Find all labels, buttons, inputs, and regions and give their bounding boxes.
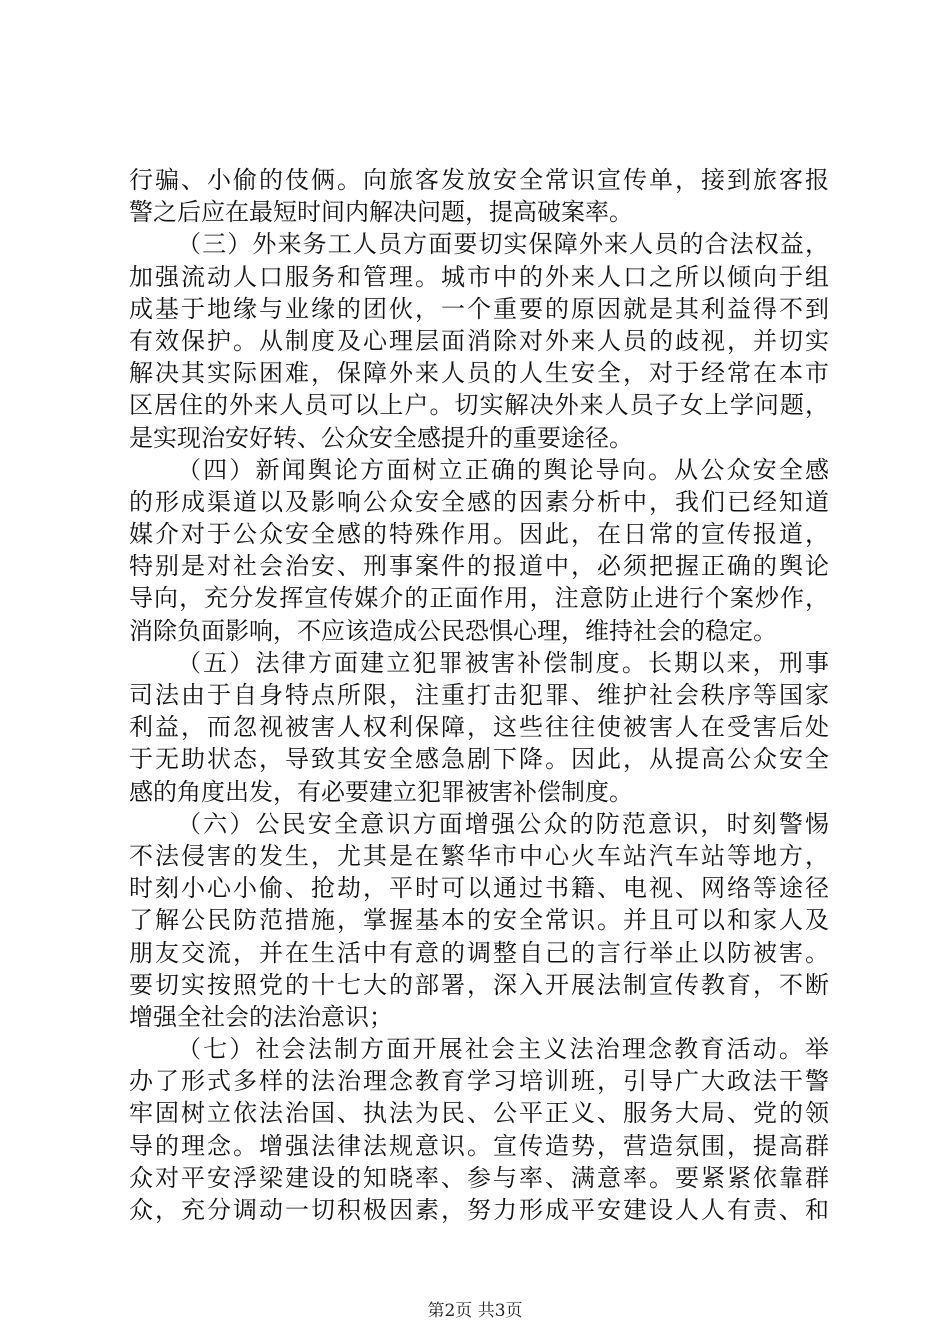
text-line: （五）法律方面建立犯罪被害补偿制度。长期以来，刑事: [177, 648, 829, 677]
text-line: 有效保护。从制度及心理层面消除对外来人员的歧视，并切实: [129, 326, 829, 355]
text-line: 要切实按照党的十七大的部署，深入开展法制宣传教育，不断: [129, 970, 829, 999]
text-line: （七）社会法制方面开展社会主义法治理念教育活动。举: [177, 1035, 829, 1064]
text-line: 了解公民防范措施，掌握基本的安全常识。并且可以和家人及: [129, 906, 829, 935]
page-footer: [0, 1296, 950, 1321]
text-line: （三）外来务工人员方面要切实保障外来人员的合法权益，: [177, 230, 829, 259]
text-line: 众对平安浮梁建设的知晓率、参与率、满意率。要紧紧依靠群: [129, 1163, 829, 1192]
text-line: 牢固树立依法治国、执法为民、公平正义、服务大局、党的领: [129, 1099, 829, 1128]
text-line: 解决其实际困难，保障外来人员的人生安全，对于经常在本市: [129, 359, 829, 388]
text-line: 司法由于自身特点所限，注重打击犯罪、维护社会秩序等国家: [129, 681, 829, 709]
text-line: 导的理念。增强法律法规意识。宣传造势，营造氛围，提高群: [129, 1131, 829, 1160]
text-line: 增强全社会的法治意识；: [129, 1002, 393, 1031]
text-line: （六）公民安全意识方面增强公众的防范意识，时刻警惕: [177, 809, 829, 838]
text-line: 加强流动人口服务和管理。城市中的外来人口之所以倾向于组: [129, 262, 829, 291]
document-body: [129, 164, 829, 1226]
text-line: 时刻小心小偷、抢劫，平时可以通过书籍、电视、网络等途径: [129, 874, 829, 903]
text-line: 不法侵害的发生，尤其是在繁华市中心火车站汽车站等地方，: [129, 841, 829, 870]
text-line: 导向，充分发挥宣传媒介的正面作用，注意防止进行个案炒作，: [129, 584, 829, 613]
text-line: 警之后应在最短时间内解决问题，提高破案率。: [129, 198, 633, 227]
text-line: 于无助状态，导致其安全感急剧下降。因此，从提高公众安全: [129, 745, 829, 774]
text-line: 办了形式多样的法治理念教育学习培训班，引导广大政法干警: [129, 1067, 829, 1096]
text-line: 朋友交流，并在生活中有意的调整自己的言行举止以防被害。: [129, 938, 829, 967]
text-line: 消除负面影响，不应该造成公民恐惧心理，维持社会的稳定。: [129, 616, 777, 645]
text-line: （四）新闻舆论方面树立正确的舆论导向。从公众安全感: [177, 455, 829, 484]
text-line: 的形成渠道以及影响公众安全感的因素分析中，我们已经知道: [129, 487, 829, 516]
page-indicator: 第2页 共3页: [427, 1301, 523, 1321]
text-line: 众，充分调动一切积极因素，努力形成平安建设人人有责、和: [129, 1196, 829, 1224]
text-line: 是实现治安好转、公众安全感提升的重要途径。: [129, 423, 633, 452]
text-line: 区居住的外来人员可以上户。切实解决外来人员子女上学问题，: [129, 391, 829, 420]
text-line: 利益，而忽视被害人权利保障，这些往往使被害人在受害后处: [129, 713, 829, 742]
text-line: 感的角度出发，有必要建立犯罪被害补偿制度。: [129, 777, 633, 806]
text-line: 特别是对社会治安、刑事案件的报道中，必须把握正确的舆论: [129, 552, 829, 581]
text-line: 成基于地缘与业缘的团伙，一个重要的原因就是其利益得不到: [129, 294, 829, 323]
text-line: 行骗、小偷的伎俩。向旅客发放安全常识宣传单，接到旅客报: [129, 166, 829, 194]
text-line: 媒介对于公众安全感的特殊作用。因此，在日常的宣传报道，: [129, 520, 829, 549]
